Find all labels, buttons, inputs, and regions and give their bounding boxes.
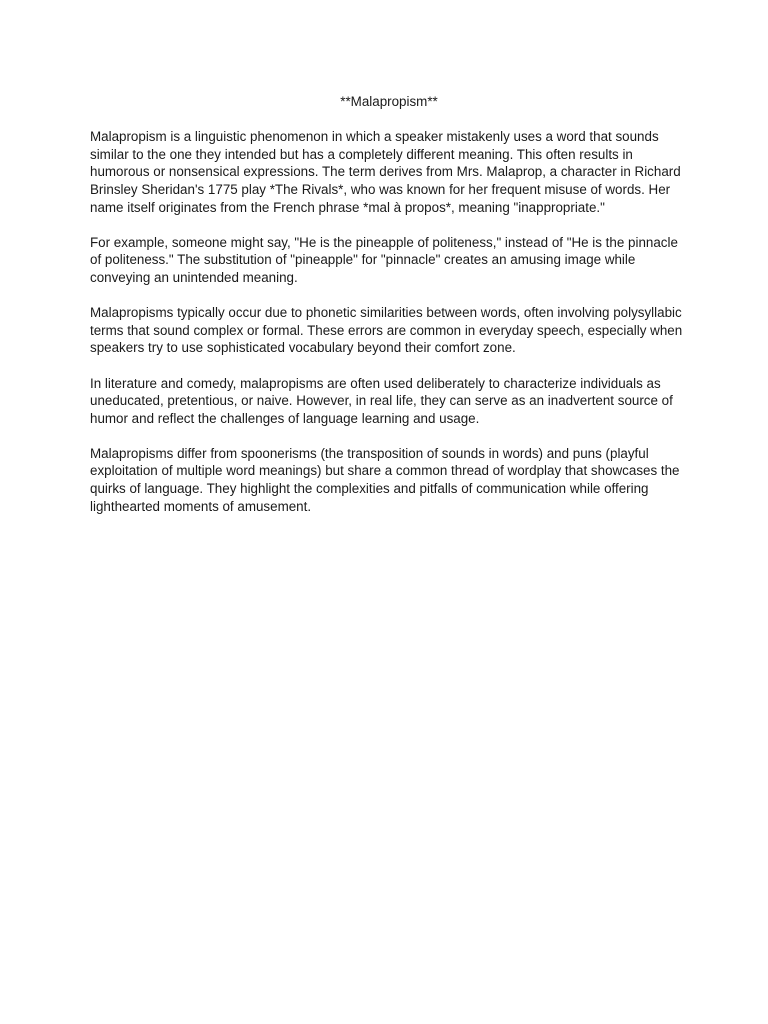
document-body	[90, 93, 688, 533]
paragraph-causes: Malapropisms typically occur due to phonetic similarities between words, often involving polysyllabic terms that sound complex or formal. These errors are common in everyday speech, especially when speakers try to use sophisticated vocabulary beyond their comfort zone.	[90, 305, 683, 356]
document-title: **Malapropism**	[340, 94, 438, 109]
paragraph-comparison: Malapropisms differ from spoonerisms (the transposition of sounds in words) and puns (playful exploitation of multiple word meanings) but share a common thread of wordplay that showcases the quirks of language. They highlight the complexities and pitfalls of communication while offering lighthearted moments of amusement.	[90, 445, 680, 514]
paragraph-example: For example, someone might say, "He is the pineapple of politeness," instead of "He is the pinnacle of politeness." The substitution of "pineapple" for "pinnacle" creates an amusing image while conveying an unintended meaning.	[90, 234, 678, 285]
paragraph-definition: Malapropism is a linguistic phenomenon in which a speaker mistakenly uses a word that sounds similar to the one they intended but has a completely different meaning. This often results in humorous or nonsensical expressions. The term derives from Mrs. Malaprop, a character in Richard Brinsley Sheridan's 1775 play *The Rivals*, who was known for her frequent misuse of words. Her name itself originates from the French phrase *mal à propos*, meaning "inappropriate."	[90, 129, 681, 215]
paragraph-literature: In literature and comedy, malapropisms are often used deliberately to characterize individuals as uneducated, pretentious, or naive. However, in real life, they can serve as an inadvertent source of humor and reflect the challenges of language learning and usage.	[90, 375, 673, 426]
